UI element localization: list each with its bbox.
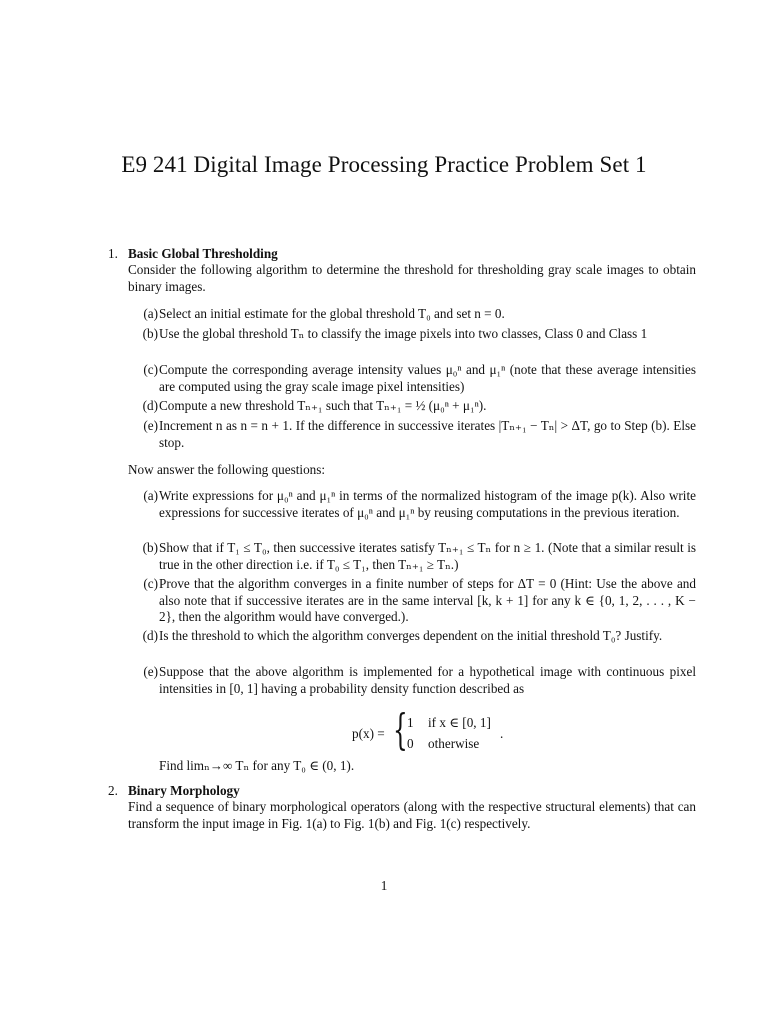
- question-label: (d): [142, 628, 158, 643]
- step-label: (e): [143, 418, 158, 433]
- equation-case2-value: 0: [407, 736, 414, 751]
- section-1-number: 1.: [108, 246, 118, 261]
- equation-case2-condition: otherwise: [428, 736, 480, 751]
- find-limit-text: Find limₙ→∞ Tₙ for any T₀ ∈ (0, 1).: [159, 758, 355, 773]
- document-title: E9 241 Digital Image Processing Practice Problem Set 1: [121, 152, 647, 177]
- step-label: (a): [143, 306, 158, 321]
- section-1-intro: Consider the following algorithm to determine the threshold for thresholding gray scale images to obtain binary images.: [128, 262, 696, 294]
- step-text: Compute the corresponding average intensity values μ₀ⁿ and μ₁ⁿ (note that these average intensities are computed using the gray scale image pixel intensities): [159, 362, 696, 394]
- question-label: (e): [143, 664, 158, 679]
- step-label: (d): [142, 398, 158, 413]
- questions-intro: Now answer the following questions:: [128, 462, 326, 477]
- question-text: Suppose that the above algorithm is implemented for a hypothetical image with continuous pixel intensities in [0, 1] having a probability density function described as: [159, 664, 696, 696]
- equation-lhs: p(x) =: [352, 726, 385, 741]
- question-label: (a): [143, 488, 158, 503]
- step-label: (c): [143, 362, 158, 377]
- question-text: Show that if T₁ ≤ T₀, then successive iterates satisfy Tₙ₊₁ ≤ Tₙ for n ≥ 1. (Note that a similar result is true in the other direction i.e. if T₀ ≤ T₁, then Tₙ₊₁ ≥ Tₙ.): [159, 540, 696, 572]
- pdf-equation: [0, 705, 768, 756]
- question-text: Write expressions for μ₀ⁿ and μ₁ⁿ in terms of the normalized histogram of the image p(k). Also write expressions for successive iterates of μ₀ⁿ and μ₁ⁿ by reusing computations in the previous iteration.: [159, 488, 696, 520]
- section-2-heading: Binary Morphology: [128, 783, 240, 798]
- section-2-number: 2.: [108, 783, 118, 798]
- equation-brace: {: [393, 705, 408, 754]
- step-text: Compute a new threshold Tₙ₊₁ such that Tₙ₊₁ = ½ (μ₀ⁿ + μ₁ⁿ).: [159, 398, 487, 413]
- question-text: Prove that the algorithm converges in a finite number of steps for ΔT = 0 (Hint: Use the above and also note that if successive iterates are in the same interval [k, k + 1] for any k ∈ {0, 1, 2, . . . , K − 2}, then the algorithm would have converged.).: [159, 576, 696, 624]
- section-1-heading: Basic Global Thresholding: [128, 246, 278, 261]
- equation-case1-value: 1: [407, 715, 414, 730]
- page-number: 1: [380, 878, 388, 893]
- section-2-text: Find a sequence of binary morphological operators (along with the respective structural elements) that can transform the input image in Fig. 1(a) to Fig. 1(b) and Fig. 1(c) respectively.: [128, 799, 696, 831]
- question-text: Is the threshold to which the algorithm converges dependent on the initial threshold T₀? Justify.: [159, 628, 663, 643]
- step-text: Use the global threshold Tₙ to classify the image pixels into two classes, Class 0 and Class 1: [159, 326, 648, 341]
- step-text: Increment n as n = n + 1. If the difference in successive iterates |Tₙ₊₁ − Tₙ| > ΔT, go to Step (b). Else stop.: [159, 418, 696, 450]
- question-label: (c): [143, 576, 158, 591]
- step-text: Select an initial estimate for the global threshold T₀ and set n = 0.: [159, 306, 505, 321]
- question-label: (b): [142, 540, 158, 555]
- equation-case1-condition: if x ∈ [0, 1]: [428, 715, 491, 730]
- step-label: (b): [142, 326, 158, 341]
- equation-end: .: [500, 726, 504, 741]
